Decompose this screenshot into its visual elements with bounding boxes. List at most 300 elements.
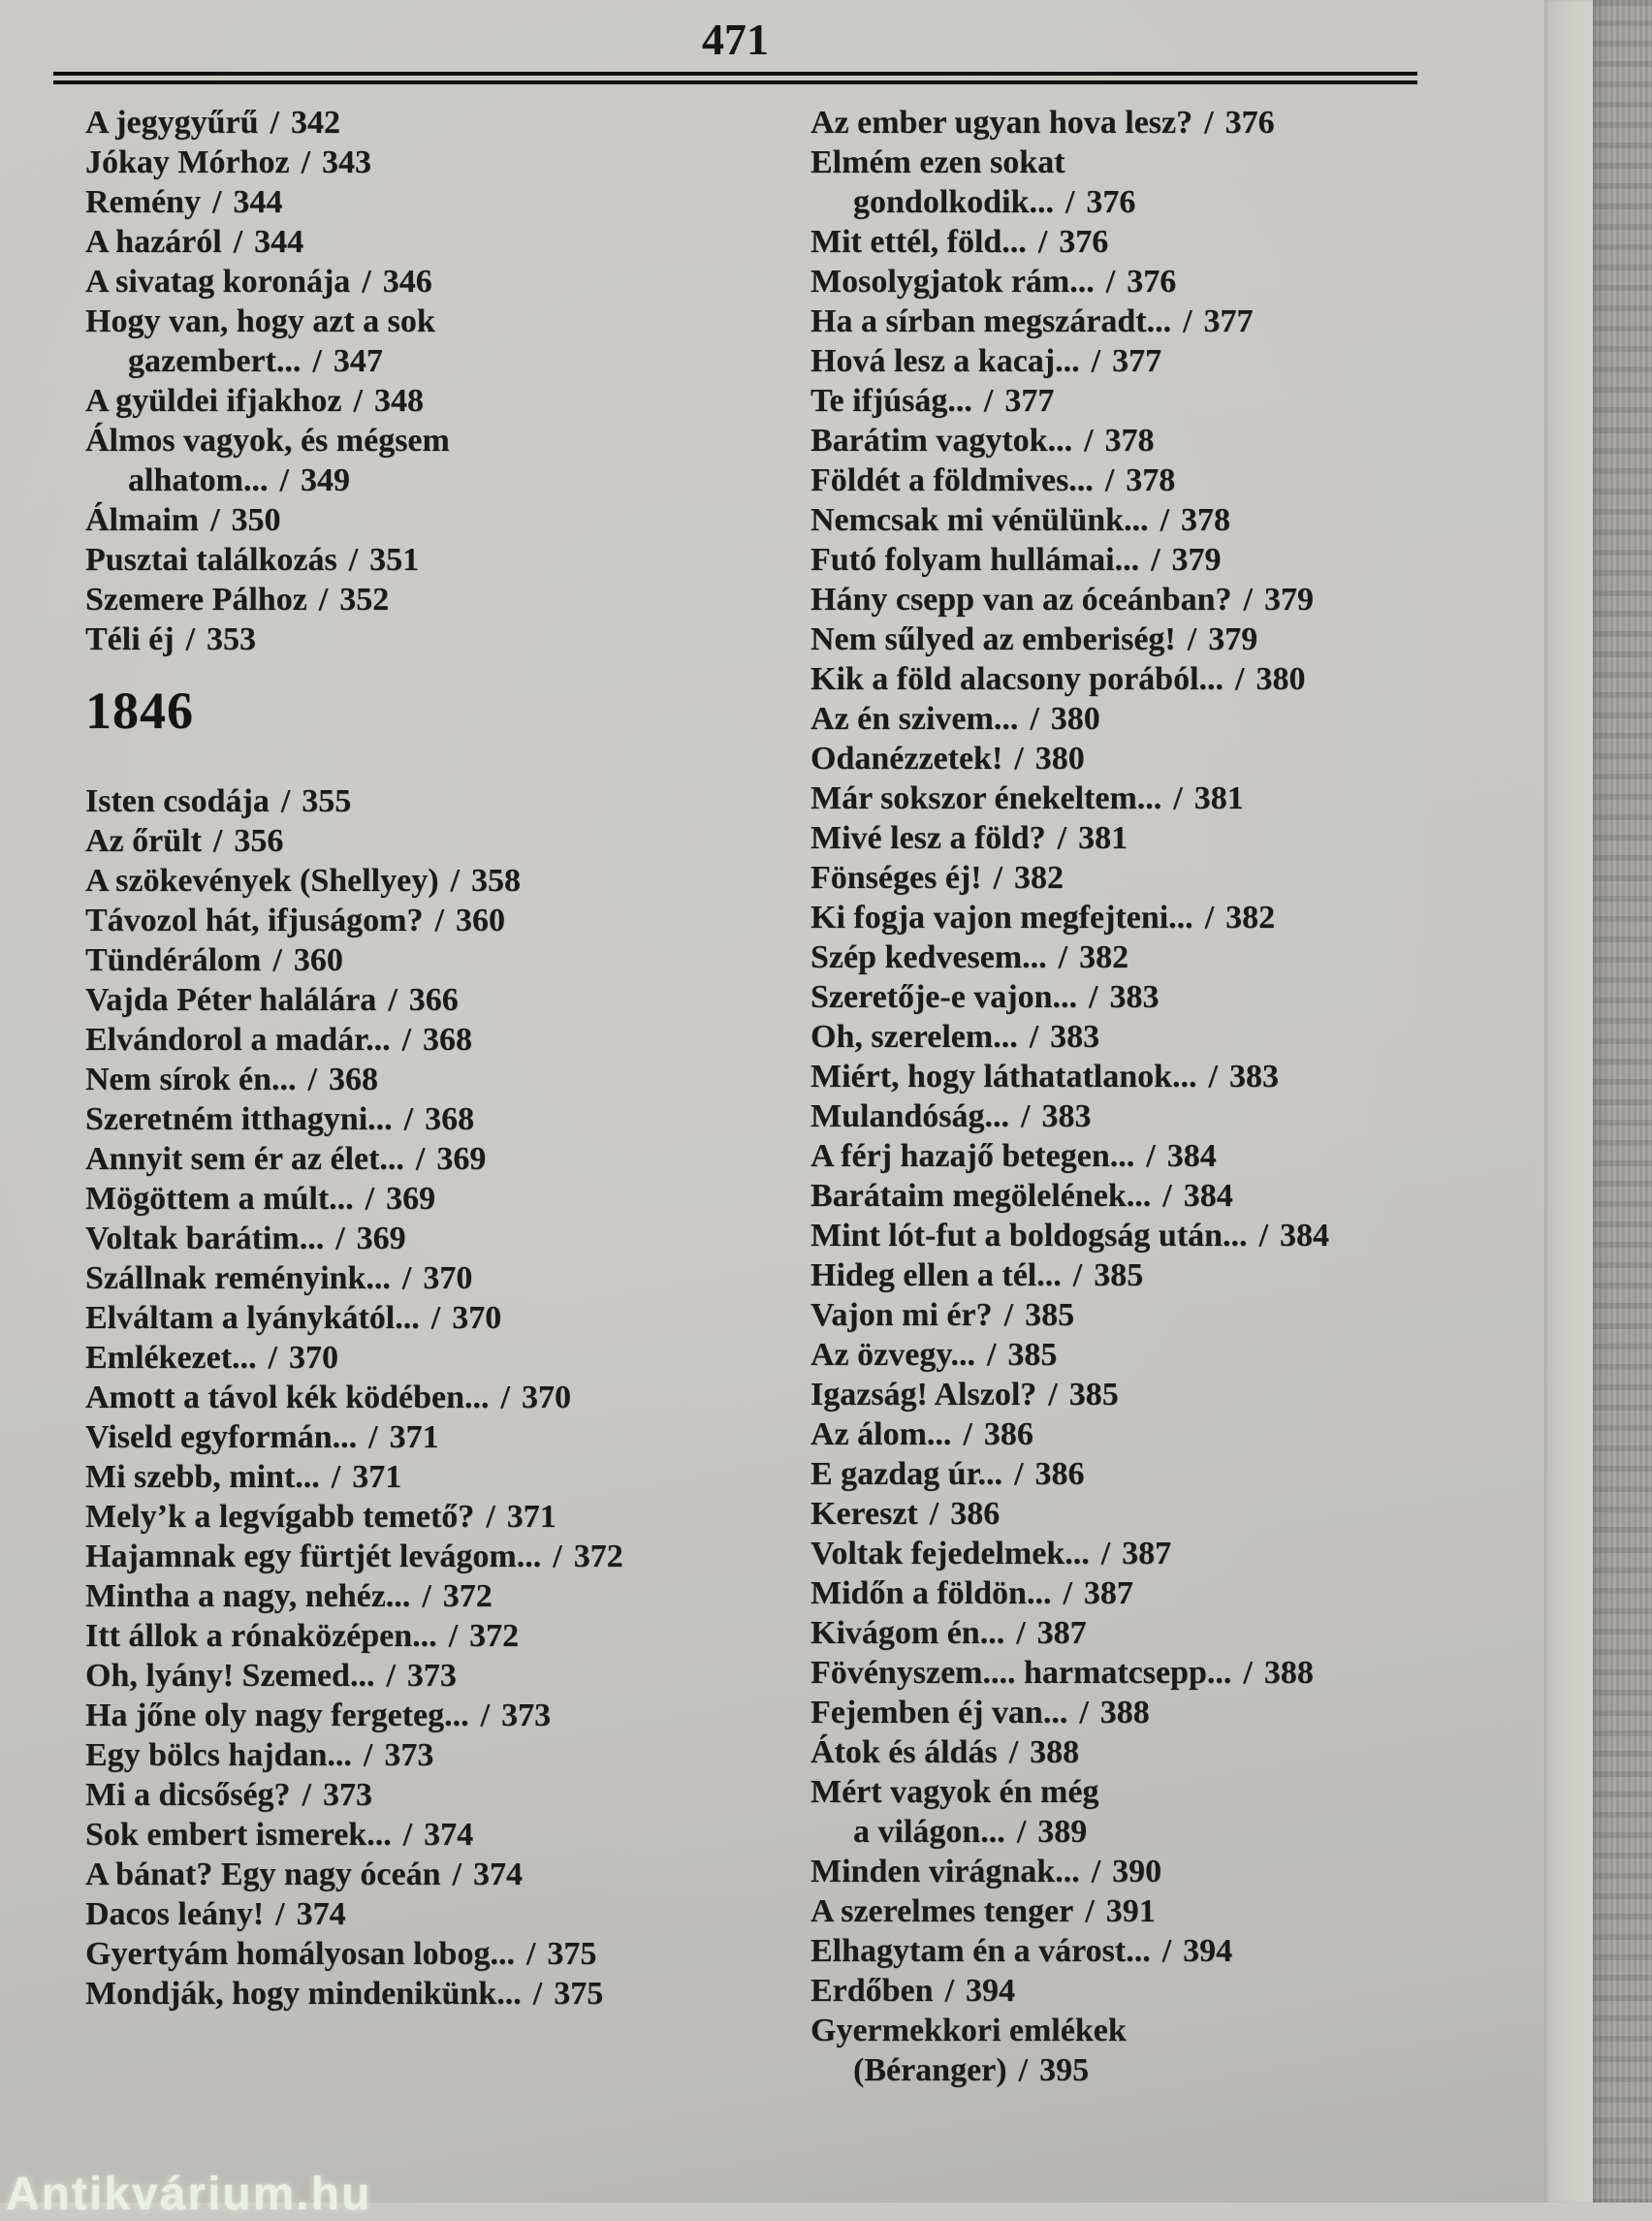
entry-title: Mi a dicsőség? [85,1777,291,1813]
toc-entry [85,341,754,381]
entry-title: Mosolygjatok rám... [810,264,1095,300]
entry-page-number: 369 [356,1221,406,1256]
entry-separator: / [211,184,222,220]
entry-separator: / [1029,1019,1039,1055]
toc-entry [85,619,754,659]
entry-page-number: 378 [1104,423,1155,459]
entry-separator: / [363,1737,373,1773]
entry-page-number: 373 [406,1658,457,1694]
toc-entry [85,1735,754,1775]
toc-entry [810,103,1431,143]
toc-entry [810,1534,1431,1573]
toc-entry [810,739,1431,778]
toc-entry [810,1931,1431,1971]
entry-page-number: 373 [384,1737,434,1773]
entry-separator: / [1072,1257,1083,1293]
entry-separator: / [1016,1615,1026,1651]
entry-title: Minden virágnak... [810,1854,1080,1889]
toc-entry [810,1653,1431,1693]
toc-entry [810,1494,1431,1534]
entry-page-number: 387 [1036,1615,1087,1651]
entry-title: Hajamnak egy fürtjét levágom... [85,1539,542,1574]
entry-title: alhatom... [128,462,269,498]
entry-page-number: 347 [333,343,383,379]
entry-separator: / [1204,105,1214,141]
entry-title: Mit ettél, föld... [810,224,1027,260]
entry-title: Mulandóság... [810,1098,1009,1134]
entry-page-number: 387 [1122,1536,1172,1571]
toc-entry [85,1179,754,1219]
entry-title: Szállnak reményink... [85,1260,391,1296]
entry-title: A férj hazajő betegen... [810,1138,1135,1174]
entry-separator: / [302,1777,311,1813]
entry-page-number: 373 [323,1777,372,1813]
entry-title: E gazdag úr... [810,1456,1003,1492]
toc-entry [810,381,1431,421]
entry-page-number: 343 [322,144,372,180]
entry-separator: / [1003,1297,1014,1333]
toc-entry [810,619,1431,659]
entry-title: Dacos leány! [85,1896,265,1932]
toc-entry [85,182,754,222]
toc-entry [810,262,1431,301]
entry-title: Barátim vagytok... [810,423,1073,459]
entry-title: Elváltam a lyánykától... [85,1300,420,1336]
entry-title: Álmaim [85,502,200,538]
entry-separator: / [1187,621,1197,657]
entry-page-number: 388 [1099,1695,1150,1730]
entry-page-number: 344 [233,184,283,220]
toc-entry [85,540,754,580]
entry-separator: / [212,823,223,859]
entry-separator: / [1208,1059,1218,1095]
entry-separator: / [1037,224,1048,260]
toc-entry [810,182,1431,222]
toc-entry [85,1378,754,1417]
entry-title: a világon... [853,1814,1005,1850]
entry-page-number: 368 [328,1062,378,1097]
entry-page-number: 391 [1105,1893,1156,1929]
entry-separator: / [430,1300,441,1336]
toc-entry [810,1335,1431,1375]
entry-title: Mért vagyok én még [810,1774,1099,1810]
entry-separator: / [307,1062,317,1097]
toc-entry [810,1772,1431,1812]
entry-separator: / [415,1141,426,1177]
entry-page-number: 383 [1050,1019,1100,1055]
entry-title: Nem sírok én... [85,1062,297,1097]
entry-separator: / [1085,1893,1095,1929]
entry-page-number: 360 [293,942,343,978]
entry-title: Remény [85,184,201,220]
entry-page-number: 374 [424,1817,474,1853]
entry-separator: / [1016,1814,1027,1850]
entry-page-number: 370 [423,1260,473,1296]
entry-title: A szökevények (Shellyey) [85,863,439,899]
toc-entry [85,861,754,901]
toc-entry [85,1576,754,1616]
toc-entry [810,937,1431,977]
toc-entry [810,421,1431,460]
entry-page-number: 377 [1203,303,1254,339]
toc-entry [85,1974,754,2014]
entry-separator: / [532,1976,543,2012]
entry-separator: / [1161,1933,1172,1969]
entry-separator: / [480,1697,491,1733]
entry-title: Fövényszem.... harmatcsepp... [810,1655,1232,1691]
entry-separator: / [312,343,322,379]
entry-separator: / [1014,1456,1024,1492]
entry-separator: / [1021,1098,1031,1134]
toc-entry [810,898,1431,937]
toc-entry [810,341,1431,381]
entry-title: Az álom... [810,1416,952,1452]
entry-separator: / [403,1101,414,1137]
entry-title: Téli éj [85,621,175,657]
entry-title: Elvándorol a madár... [85,1022,391,1058]
entry-page-number: 355 [302,783,352,819]
entry-page-number: 353 [206,621,257,657]
entry-separator: / [1064,184,1075,220]
entry-title: Amott a távol kék ködében... [85,1380,490,1415]
entry-page-number: 384 [1183,1178,1233,1214]
entry-separator: / [1151,542,1160,578]
entry-separator: / [185,621,196,657]
entry-page-number: 371 [352,1459,402,1495]
entry-title: Átok és áldás [810,1734,998,1770]
toc-entry [810,2011,1431,2050]
toc-entry [810,1017,1431,1057]
entry-separator: / [401,1260,412,1296]
entry-separator: / [1173,780,1183,816]
entry-title: Vajon mi ér? [810,1297,993,1333]
entry-separator: / [318,582,329,618]
entry-page-number: 381 [1078,820,1128,856]
entry-page-number: 381 [1193,780,1244,816]
entry-title: Mögöttem a múlt... [85,1181,354,1217]
entry-title: Hideg ellen a tél... [810,1257,1062,1293]
entry-page-number: 394 [1183,1933,1233,1969]
toc-entry [85,222,754,262]
toc-entry [810,818,1431,858]
toc-entry [85,143,754,182]
entry-page-number: 346 [382,264,432,300]
toc-entry [810,977,1431,1017]
entry-page-number: 376 [1086,184,1136,220]
entry-title: Már sokszor énekeltem... [810,780,1162,816]
entry-title: Oh, szerelem... [810,1019,1018,1055]
entry-separator: / [1104,462,1115,498]
toc-entry [810,1414,1431,1454]
entry-page-number: 360 [455,903,505,938]
toc-entry [810,1573,1431,1613]
toc-entry [810,659,1431,699]
entry-title: Sok embert ismerek... [85,1817,392,1853]
toc-entry [810,222,1431,262]
entry-title: Szép kedvesem... [810,939,1047,975]
entry-separator: / [301,144,311,180]
entry-title: Voltak barátim... [85,1221,325,1256]
entry-page-number: 386 [1034,1456,1085,1492]
entry-separator: / [1048,1377,1058,1412]
toc-entry [85,262,754,301]
entry-page-number: 376 [1059,224,1109,260]
entry-separator: / [210,502,220,538]
entry-separator: / [983,383,994,419]
entry-title: Kik a föld alacsony porából... [810,661,1224,697]
entry-separator: / [272,942,282,978]
entry-page-number: 372 [469,1618,520,1654]
entry-page-number: 386 [983,1416,1033,1452]
entry-page-number: 375 [554,1976,604,2012]
entry-page-number: 394 [966,1973,1016,2009]
entry-page-number: 368 [425,1101,475,1137]
entry-title: Elmém ezen sokat [810,144,1065,180]
entry-title: Hová lesz a kacaj... [810,343,1080,379]
entry-page-number: 380 [1050,701,1100,737]
toc-entry [810,1613,1431,1653]
entry-separator: / [401,1022,412,1058]
entry-separator: / [448,1618,459,1654]
entry-title: Mi szebb, mint... [85,1459,320,1495]
entry-title: Fejemben éj van... [810,1695,1068,1730]
toc-entry [85,1338,754,1378]
entry-title: Vajda Péter halálára [85,982,377,1018]
toc-entry [810,1216,1431,1255]
entry-separator: / [1014,741,1024,777]
entry-page-number: 374 [296,1896,346,1932]
entry-separator: / [1079,1695,1089,1730]
entry-page-number: 385 [1068,1377,1119,1412]
entry-page-number: 389 [1037,1814,1088,1850]
entry-page-number: 377 [1004,383,1055,419]
entry-separator: / [1243,1655,1253,1691]
toc-entry [85,1417,754,1457]
entry-page-number: 383 [1229,1059,1279,1095]
toc-entry [85,1020,754,1060]
entry-separator: / [1084,423,1094,459]
entry-page-number: 369 [436,1141,487,1177]
toc-entry [85,1616,754,1656]
toc-column-right [810,103,1431,2090]
antikvarium-watermark: Antikvárium.hu [6,2169,372,2220]
entry-page-number: 382 [1014,860,1064,896]
toc-entry [810,1732,1431,1772]
entry-separator: / [1091,1854,1101,1889]
entry-page-number: 376 [1127,264,1177,300]
entry-title: Gyermekkori emlékek [810,2013,1127,2048]
entry-title: Mely’k a legvígabb temető? [85,1499,475,1535]
entry-title: gondolkodik... [853,184,1054,220]
toc-entry [810,143,1431,182]
entry-separator: / [331,1459,341,1495]
entry-title: gazembert... [128,343,302,379]
toc-entry [85,901,754,940]
toc-entry [85,1775,754,1815]
toc-entry [810,1971,1431,2011]
toc-entry [85,781,754,821]
entry-page-number: 370 [521,1380,571,1415]
entry-title: Ha jőne oly nagy fergeteg... [85,1697,469,1733]
entry-title: Voltak fejedelmek... [810,1536,1090,1571]
entry-separator: / [993,860,1003,896]
entry-title: Midőn a földön... [810,1575,1052,1611]
entry-title: Mondják, hogy mindenikünk... [85,1976,522,2012]
entry-separator: / [1057,820,1067,856]
entry-separator: / [268,1340,277,1376]
entry-title: Nemcsak mi vénülünk... [810,502,1149,538]
toc-entry [85,1219,754,1258]
toc-entry [85,1855,754,1894]
entry-page-number: 371 [389,1419,439,1455]
entry-title: Szemere Pálhoz [85,582,307,618]
header-double-rule [53,72,1417,84]
entry-title: Jókay Mórhoz [85,144,290,180]
toc-entry [810,1891,1431,1931]
entry-title: Távozol hát, ifjuságom? [85,903,424,938]
toc-entry [810,1096,1431,1136]
toc-entry [810,1375,1431,1414]
entry-title: Gyertyám homályosan lobog... [85,1936,515,1972]
toc-entry [85,421,754,460]
entry-title: Elhagytam én a várost... [810,1933,1151,1969]
entry-page-number: 385 [1007,1337,1058,1373]
entry-title: Viseld egyformán... [85,1419,358,1455]
entry-title: A bánat? Egy nagy óceán [85,1856,441,1892]
entry-page-number: 380 [1034,741,1085,777]
entry-page-number: 358 [471,863,521,899]
entry-title: Annyit sem ér az élet... [85,1141,404,1177]
entry-separator: / [1204,900,1215,936]
entry-title: Igazság! Alszol? [810,1377,1037,1412]
entry-title: Az őrült [85,823,202,859]
entry-page-number: 384 [1280,1218,1330,1253]
entry-title: Az özvegy... [810,1337,975,1373]
entry-page-number: 383 [1109,979,1160,1015]
entry-page-number: 377 [1112,343,1162,379]
toc-entry [810,1057,1431,1096]
toc-entry [85,1139,754,1179]
entry-title: Miért, hogy láthatatlanok... [810,1059,1197,1095]
entry-separator: / [944,1973,955,2009]
entry-page-number: 376 [1224,105,1275,141]
entry-title: A hazáról [85,224,222,260]
year-section-heading: 1846 [85,682,194,740]
entry-separator: / [986,1337,997,1373]
entry-title: Hogy van, hogy azt a sok [85,303,435,339]
toc-entry [85,821,754,861]
entry-separator: / [1160,502,1170,538]
entry-page-number: 344 [254,224,304,260]
entry-title: Pusztai találkozás [85,542,337,578]
entry-page-number: 370 [452,1300,502,1336]
entry-separator: / [450,863,460,899]
entry-title: Az ember ugyan hova lesz? [810,105,1193,141]
toc-entry [810,1176,1431,1216]
entry-separator: / [1243,582,1253,618]
entry-separator: / [368,1419,378,1455]
toc-entry [85,580,754,619]
entry-separator: / [1162,1178,1172,1214]
toc-entry [810,778,1431,818]
entry-title: Álmos vagyok, és mégsem [85,423,450,459]
toc-entry [85,1099,754,1139]
entry-page-number: 383 [1041,1098,1092,1134]
entry-title: Tündérálom [85,942,262,978]
entry-page-number: 378 [1126,462,1176,498]
entry-page-number: 378 [1181,502,1231,538]
entry-title: Barátaim megölelének... [810,1178,1152,1214]
entry-page-number: 384 [1166,1138,1217,1174]
entry-title: Fönséges éj! [810,860,982,896]
entry-page-number: 375 [547,1936,597,1972]
entry-page-number: 382 [1225,900,1276,936]
entry-title: Mintha a nagy, nehéz... [85,1578,411,1614]
entry-title: Te ifjúság... [810,383,972,419]
entry-page-number: 379 [1171,542,1222,578]
entry-page-number: 385 [1094,1257,1144,1293]
entry-separator: / [500,1380,510,1415]
entry-separator: / [486,1499,495,1535]
toc-entry [85,1934,754,1974]
toc-entry [810,1136,1431,1176]
page-number: 471 [702,15,769,64]
entry-separator: / [1091,343,1101,379]
toc-entry [810,460,1431,500]
entry-page-number: 380 [1255,661,1306,697]
entry-title: Nem sűlyed az emberiség! [810,621,1176,657]
toc-entry [810,500,1431,540]
entry-title: Emlékezet... [85,1340,257,1376]
entry-page-number: 379 [1208,621,1258,657]
entry-page-number: 368 [423,1022,473,1058]
page-fold-shadow [1544,0,1593,2203]
entry-title: Oh, lyány! Szemed... [85,1658,375,1694]
toc-entry [85,940,754,980]
entry-page-number: 349 [300,462,350,498]
entry-page-number: 388 [1263,1655,1314,1691]
entry-title: Szeretném itthagyni... [85,1101,393,1137]
entry-separator: / [279,462,289,498]
toc-entry [85,1894,754,1934]
toc-entry [810,1454,1431,1494]
entry-separator: / [362,264,371,300]
toc-entry [85,1258,754,1298]
entry-separator: / [1089,979,1098,1015]
toc-entry [810,1812,1431,1852]
entry-page-number: 350 [231,502,281,538]
entry-separator: / [1258,1218,1269,1253]
toc-entry [85,301,754,341]
entry-separator: / [1100,1536,1111,1571]
entry-page-number: 386 [950,1496,1001,1532]
entry-page-number: 395 [1039,2052,1090,2088]
entry-separator: / [1030,701,1039,737]
entry-page-number: 342 [290,105,340,141]
entry-separator: / [1018,2052,1029,2088]
toc-entry [85,980,754,1020]
toc-entry [810,540,1431,580]
entry-title: Kereszt [810,1496,918,1532]
entry-separator: / [1063,1575,1072,1611]
toc-entry [85,1060,754,1099]
entry-title: Hány csepp van az óceánban? [810,582,1232,618]
entry-title: Földét a földmives... [810,462,1094,498]
entry-separator: / [402,1817,413,1853]
entry-separator: / [270,105,279,141]
toc-entry [810,2050,1431,2090]
entry-separator: / [388,982,397,1018]
